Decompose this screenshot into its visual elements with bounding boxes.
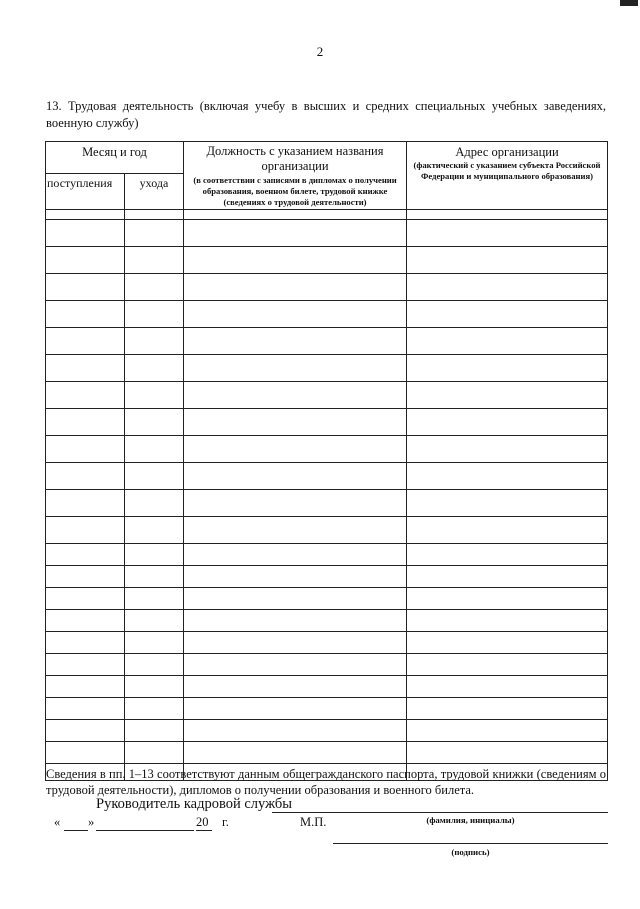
- header-end: [125, 173, 184, 209]
- table-row: [46, 742, 608, 764]
- table-cell[interactable]: [407, 210, 608, 220]
- date-close-quote: »: [88, 815, 95, 829]
- table-cell[interactable]: [407, 544, 608, 566]
- table-cell[interactable]: [407, 610, 608, 632]
- table-cell[interactable]: [407, 436, 608, 463]
- table-cell[interactable]: [184, 566, 407, 588]
- table-row: [46, 490, 608, 517]
- table-cell[interactable]: [46, 355, 125, 382]
- table-cell[interactable]: [46, 328, 125, 355]
- table-cell[interactable]: [184, 274, 407, 301]
- table-cell[interactable]: [125, 328, 184, 355]
- table-cell[interactable]: [46, 544, 125, 566]
- table-cell[interactable]: [46, 490, 125, 517]
- table-cell[interactable]: [407, 274, 608, 301]
- work-history-table: [45, 141, 608, 781]
- table-cell[interactable]: [46, 274, 125, 301]
- table-cell[interactable]: [407, 382, 608, 409]
- date-year-line: [196, 830, 212, 831]
- table-row: [46, 610, 608, 632]
- header-position: [184, 142, 407, 210]
- table-row: [46, 210, 608, 220]
- header-end-label: ухода: [139, 175, 169, 190]
- table-row: [46, 301, 608, 328]
- header-address-note: (фактический с указанием субъекта Российской Федерации и муниципального образования): [413, 160, 601, 181]
- table-cell[interactable]: [125, 247, 184, 274]
- header-start: [46, 173, 125, 209]
- table-row: [46, 382, 608, 409]
- hr-head-line: [272, 812, 608, 813]
- table-cell[interactable]: [184, 544, 407, 566]
- table-cell[interactable]: [184, 742, 407, 764]
- table-row: [46, 436, 608, 463]
- table-cell[interactable]: [407, 301, 608, 328]
- table-cell[interactable]: [407, 742, 608, 764]
- table-cell[interactable]: [407, 355, 608, 382]
- table-cell[interactable]: [46, 632, 125, 654]
- table-cell[interactable]: [46, 220, 125, 247]
- table-row: [46, 698, 608, 720]
- table-cell[interactable]: [125, 220, 184, 247]
- table-cell[interactable]: [125, 210, 184, 220]
- table-row: [46, 632, 608, 654]
- table-cell[interactable]: [184, 328, 407, 355]
- scan-mark: [620, 0, 638, 6]
- table-cell[interactable]: [46, 742, 125, 764]
- table-row: [46, 220, 608, 247]
- table-cell[interactable]: [184, 382, 407, 409]
- table-cell[interactable]: [46, 517, 125, 544]
- table-row: [46, 720, 608, 742]
- table-cell[interactable]: [407, 517, 608, 544]
- signature-caption: (подпись): [451, 847, 490, 857]
- table-cell[interactable]: [184, 409, 407, 436]
- table-cell[interactable]: [125, 544, 184, 566]
- table-cell[interactable]: [184, 247, 407, 274]
- table-cell[interactable]: [46, 654, 125, 676]
- table-cell[interactable]: [407, 632, 608, 654]
- table-cell[interactable]: [407, 409, 608, 436]
- table-cell[interactable]: [46, 720, 125, 742]
- table-cell[interactable]: [46, 588, 125, 610]
- table-row: [46, 247, 608, 274]
- table-cell[interactable]: [407, 698, 608, 720]
- section-title: 13. Трудовая деятельность (включая учебу в высших и средних специальных учебных заведениях, военную службу): [46, 99, 606, 130]
- footer-note: Сведения в пп. 1–13 соответствуют данным общегражданского паспорта, трудовой книжки (сведениям о трудовой деятельности), дипломов о получении образования и военного билета.: [46, 767, 606, 797]
- table-row: [46, 463, 608, 490]
- table-cell[interactable]: [125, 409, 184, 436]
- table-cell[interactable]: [184, 436, 407, 463]
- table-cell[interactable]: [46, 566, 125, 588]
- table-cell[interactable]: [407, 676, 608, 698]
- header-start-label: поступления: [47, 175, 113, 190]
- table-cell[interactable]: [125, 610, 184, 632]
- table-cell[interactable]: [184, 210, 407, 220]
- table-cell[interactable]: [184, 588, 407, 610]
- table-cell[interactable]: [407, 220, 608, 247]
- table-cell[interactable]: [125, 517, 184, 544]
- table-cell[interactable]: [125, 355, 184, 382]
- table-row: [46, 409, 608, 436]
- table-cell[interactable]: [125, 382, 184, 409]
- table-cell[interactable]: [125, 698, 184, 720]
- table-cell[interactable]: [184, 676, 407, 698]
- table-cell[interactable]: [407, 588, 608, 610]
- seal-label: М.П.: [300, 815, 327, 829]
- table-cell[interactable]: [46, 382, 125, 409]
- table-cell[interactable]: [184, 698, 407, 720]
- hr-head-label: Руководитель кадровой службы: [96, 796, 293, 812]
- date-year-suffix: г.: [222, 815, 229, 829]
- table-cell[interactable]: [407, 247, 608, 274]
- table-cell[interactable]: [46, 301, 125, 328]
- table-cell[interactable]: [407, 654, 608, 676]
- table-cell[interactable]: [407, 328, 608, 355]
- page-number: 2: [316, 44, 324, 59]
- signature-line: [333, 843, 608, 844]
- table-cell[interactable]: [125, 676, 184, 698]
- table-cell[interactable]: [46, 247, 125, 274]
- table-cell[interactable]: [125, 588, 184, 610]
- table-row: [46, 588, 608, 610]
- header-address: [407, 142, 608, 210]
- table-cell[interactable]: [407, 463, 608, 490]
- table-cell[interactable]: [184, 355, 407, 382]
- table-cell[interactable]: [125, 654, 184, 676]
- table-cell[interactable]: [184, 220, 407, 247]
- table-row: [46, 654, 608, 676]
- date-month-line: [96, 830, 194, 831]
- table-cell[interactable]: [46, 610, 125, 632]
- table-cell[interactable]: [125, 566, 184, 588]
- table-cell[interactable]: [46, 409, 125, 436]
- table-row: [46, 517, 608, 544]
- table-cell[interactable]: [407, 720, 608, 742]
- table-cell[interactable]: [184, 517, 407, 544]
- table-row: [46, 566, 608, 588]
- table-cell[interactable]: [407, 566, 608, 588]
- table-cell[interactable]: [46, 436, 125, 463]
- table-cell[interactable]: [184, 490, 407, 517]
- date-year-prefix: 20: [196, 815, 209, 829]
- header-month-year-label: Месяц и год: [82, 145, 147, 159]
- table-row: [46, 544, 608, 566]
- table-cell[interactable]: [46, 698, 125, 720]
- table-cell[interactable]: [184, 632, 407, 654]
- table-cell[interactable]: [46, 463, 125, 490]
- table-cell[interactable]: [125, 463, 184, 490]
- table-cell[interactable]: [407, 490, 608, 517]
- table-cell[interactable]: [125, 720, 184, 742]
- date-day-line: [64, 830, 88, 831]
- table-cell[interactable]: [125, 301, 184, 328]
- table-cell[interactable]: [125, 742, 184, 764]
- table-cell[interactable]: [184, 654, 407, 676]
- table-cell[interactable]: [46, 676, 125, 698]
- table-cell[interactable]: [184, 720, 407, 742]
- table-cell[interactable]: [184, 610, 407, 632]
- table-cell[interactable]: [125, 490, 184, 517]
- table-row: [46, 676, 608, 698]
- table-row: [46, 355, 608, 382]
- table-cell[interactable]: [46, 210, 125, 220]
- table-cell[interactable]: [184, 463, 407, 490]
- table-row: [46, 328, 608, 355]
- table-cell[interactable]: [125, 436, 184, 463]
- table-cell[interactable]: [184, 301, 407, 328]
- table-cell[interactable]: [125, 274, 184, 301]
- table-row: [46, 274, 608, 301]
- name-caption: (фамилия, инициалы): [426, 815, 515, 825]
- header-position-label: Должность с указанием названия организации: [206, 144, 384, 173]
- header-month-year: [46, 142, 184, 174]
- date-open-quote: «: [54, 815, 61, 829]
- table-cell[interactable]: [125, 632, 184, 654]
- header-position-note: (в соответствии с записями в дипломах о получении образования, военном билете, трудовой книжке (сведениях о трудовой деятельности): [193, 175, 397, 207]
- header-address-label: Адрес организации: [455, 145, 559, 159]
